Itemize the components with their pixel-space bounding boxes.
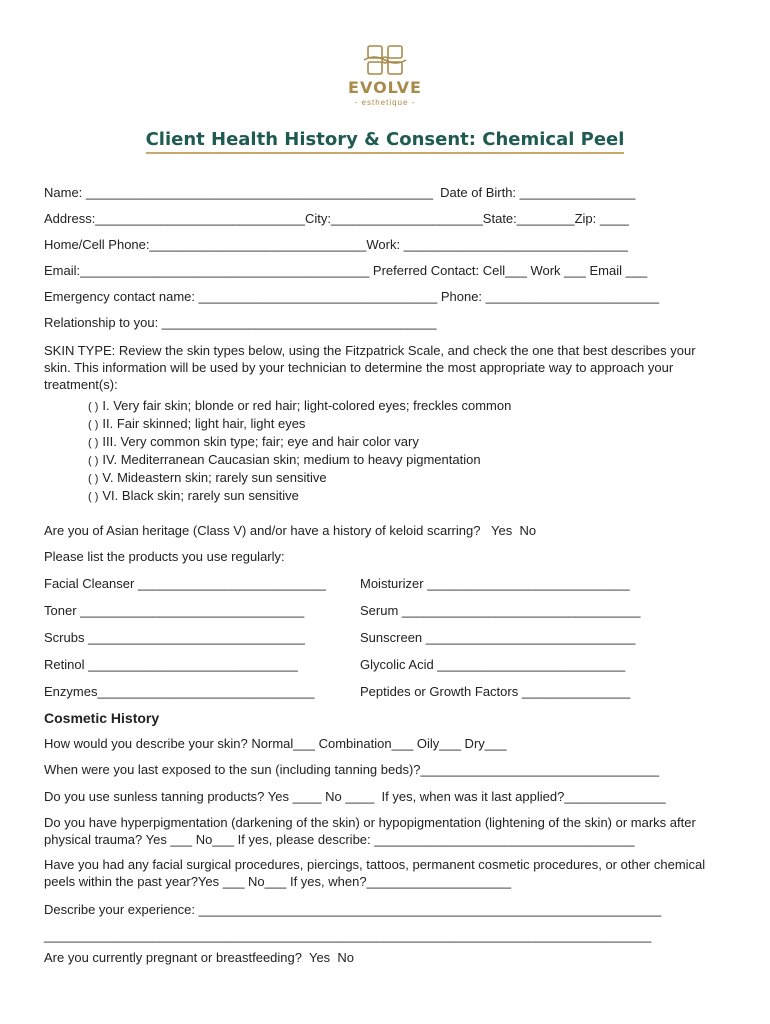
product-field[interactable]: Enzymes______________________________ (44, 684, 315, 699)
brand-logo (337, 44, 433, 107)
emergency-contact-field[interactable]: Emergency contact name: _________________________________ Phone: ________________________ (44, 289, 660, 304)
sunless-tanning-question[interactable]: Do you use sunless tanning products? Yes ____ No ____ If yes, when was it last applied?______________ (44, 789, 666, 804)
radio-button[interactable]: ( ) (88, 401, 99, 413)
procedures-question[interactable]: Have you had any facial surgical procedures, piercings, tattoos, permanent cosmetic procedures, or other chemical peels within the past year?Yes ___ No___ If yes, when?____________________ (44, 857, 706, 889)
experience-field[interactable]: Describe your experience: ________________________________________________________________ (44, 902, 662, 917)
skin-type-option[interactable]: ( ) II. Fair skinned; light hair, light eyes (88, 416, 306, 431)
product-field[interactable]: Sunscreen _____________________________ (360, 630, 636, 645)
email-field[interactable]: Email:________________________________________ Preferred Contact: Cell___ Work ___ Email ___ (44, 263, 648, 278)
pregnancy-question[interactable]: Are you currently pregnant or breastfeeding? Yes No (44, 950, 355, 965)
skin-description-question[interactable]: How would you describe your skin? Normal___ Combination___ Oily___ Dry___ (44, 736, 507, 751)
address-field[interactable]: Address:_____________________________City:_____________________State:________Zip: ____ (44, 211, 629, 226)
experience-field-line2[interactable]: ____________________________________________________________________________________ (44, 928, 652, 943)
product-field[interactable]: Peptides or Growth Factors _______________ (360, 684, 631, 699)
brand-subtitle: - esthetique - (354, 98, 416, 107)
skin-type-option[interactable]: ( ) VI. Black skin; rarely sun sensitive (88, 488, 299, 503)
product-field[interactable]: Scrubs ______________________________ (44, 630, 305, 645)
phone-field[interactable]: Home/Cell Phone:______________________________Work: _______________________________ (44, 237, 628, 252)
skin-type-option[interactable]: ( ) I. Very fair skin; blonde or red hair; light-colored eyes; freckles common (88, 398, 512, 413)
name-dob-field[interactable]: Name: ________________________________________________ Date of Birth: ________________ (44, 185, 636, 200)
skin-type-intro: SKIN TYPE: Review the skin types below, using the Fitzpatrick Scale, and check the one that best describes your skin. This information will be used by your technician to determine the most appropriate way to approach your treatment(s): (44, 343, 696, 392)
skin-type-option[interactable]: ( ) III. Very common skin type; fair; eye and hair color vary (88, 434, 419, 449)
product-field[interactable]: Glycolic Acid __________________________ (360, 657, 626, 672)
evolve-emblem-icon (362, 44, 408, 76)
brand-name: EVOLVE (348, 78, 422, 97)
radio-button[interactable]: ( ) (88, 473, 99, 485)
product-field[interactable]: Facial Cleanser __________________________ (44, 576, 326, 591)
product-field[interactable]: Serum _________________________________ (360, 603, 641, 618)
products-prompt: Please list the products you use regularly: (44, 549, 285, 564)
pigmentation-question[interactable]: Do you have hyperpigmentation (darkening of the skin) or hypopigmentation (lightening of the skin) or marks after physical trauma? Yes ___ No___ If yes, please describe: ____________________________________ (44, 815, 696, 847)
radio-button[interactable]: ( ) (88, 419, 99, 431)
radio-button[interactable]: ( ) (88, 437, 99, 449)
cosmetic-history-heading: Cosmetic History (44, 710, 160, 726)
page-title: Client Health History & Consent: Chemical Peel (0, 129, 770, 150)
radio-button[interactable]: ( ) (88, 491, 99, 503)
product-field[interactable]: Moisturizer ____________________________ (360, 576, 630, 591)
skin-type-option[interactable]: ( ) IV. Mediterranean Caucasian skin; medium to heavy pigmentation (88, 452, 481, 467)
sun-exposure-question[interactable]: When were you last exposed to the sun (including tanning beds)?_________________________________ (44, 762, 660, 777)
asian-heritage-question[interactable]: Are you of Asian heritage (Class V) and/or have a history of keloid scarring? Yes No (44, 523, 537, 538)
product-field[interactable]: Toner _______________________________ (44, 603, 305, 618)
product-field[interactable]: Retinol _____________________________ (44, 657, 298, 672)
relationship-field[interactable]: Relationship to you: ______________________________________ (44, 315, 437, 330)
skin-type-option[interactable]: ( ) V. Mideastern skin; rarely sun sensitive (88, 470, 327, 485)
radio-button[interactable]: ( ) (88, 455, 99, 467)
